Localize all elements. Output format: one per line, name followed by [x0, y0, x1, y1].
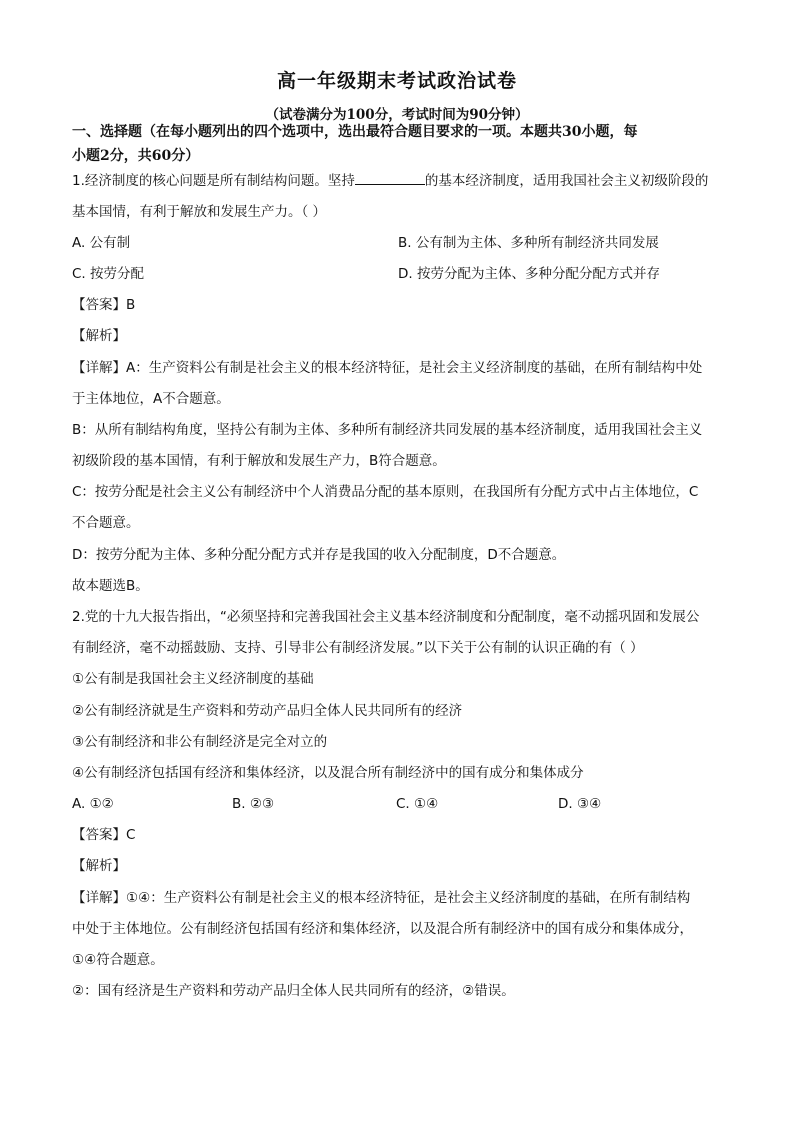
- q2-option-d: D. ③④: [558, 796, 602, 812]
- q2-item-3: ③公有制经济和非公有制经济是完全对立的: [72, 734, 328, 750]
- q1-analysis-heading: 【解析】: [72, 328, 126, 344]
- q1-answer: 【答案】B: [72, 297, 136, 313]
- q1-blank: [355, 172, 425, 185]
- q2-answer: 【答案】C: [72, 827, 136, 843]
- q2-item-1: ①公有制是我国社会主义经济制度的基础: [72, 671, 314, 687]
- q1-option-b: B. 公有制为主体、多种所有制经济共同发展: [398, 235, 659, 251]
- page-subtitle: （试卷满分为100分，考试时间为90分钟）: [265, 107, 529, 123]
- section-heading-line-1: 一、选择题（在每小题列出的四个选项中，选出最符合题目要求的一项。本题共30小题，每: [72, 124, 638, 140]
- q1-conclusion: 故本题选B。: [72, 578, 149, 594]
- q1-detail-3: B：从所有制结构角度，坚持公有制为主体、多种所有制经济共同发展的基本经济制度，适用我国社会主义: [72, 422, 703, 438]
- page-title: 高一年级期末考试政治试卷: [276, 70, 517, 92]
- q1-option-a: A. 公有制: [72, 235, 131, 251]
- q2-option-b: B. ②③: [232, 796, 275, 812]
- q2-stem-line-2: 有制经济，毫不动摇鼓励、支持、引导非公有制经济发展。”以下关于公有制的认识正确的有（ ）: [72, 640, 644, 656]
- q2-stem-line-1: 2.党的十九大报告指出，“必须坚持和完善我国社会主义基本经济制度和分配制度，毫不动摇巩固和发展公: [72, 609, 700, 625]
- q1-stem-line-1: [72, 172, 732, 190]
- q1-stem-part-b: 的基本经济制度，适用我国社会主义初级阶段的: [424, 173, 709, 189]
- q2-option-a: A. ①②: [72, 796, 114, 812]
- q1-option-d: D. 按劳分配为主体、多种分配分配方式并存: [398, 266, 660, 282]
- q2-item-2: ②公有制经济就是生产资料和劳动产品归全体人民共同所有的经济: [72, 703, 463, 719]
- q1-option-c: C. 按劳分配: [72, 266, 145, 282]
- q1-detail-5: C：按劳分配是社会主义公有制经济中个人消费品分配的基本原则，在我国所有分配方式中占主体地位，C: [72, 484, 699, 500]
- q1-stem-line-2: 基本国情，有利于解放和发展生产力。（ ）: [72, 204, 327, 220]
- q1-detail-1: 【详解】A：生产资料公有制是社会主义的根本经济特征，是社会主义经济制度的基础，在所有制结构中处: [72, 360, 703, 376]
- q1-stem-part-a: 1.经济制度的核心问题是所有制结构问题。坚持: [72, 173, 355, 189]
- q1-detail-7: D：按劳分配为主体、多种分配分配方式并存是我国的收入分配制度，D不合题意。: [72, 547, 566, 563]
- section-heading: [72, 120, 724, 168]
- q2-item-4: ④公有制经济包括国有经济和集体经济，以及混合所有制经济中的国有成分和集体成分: [72, 765, 584, 781]
- section-heading-line-2: 小题2分，共60分）: [72, 148, 200, 164]
- q2-detail-4: ②：国有经济是生产资料和劳动产品归全体人民共同所有的经济，②错误。: [72, 983, 515, 999]
- q1-detail-6: 不合题意。: [72, 515, 140, 531]
- q2-option-c: C. ①④: [396, 796, 439, 812]
- q2-detail-1: 【详解】①④：生产资料公有制是社会主义的根本经济特征，是社会主义经济制度的基础，在所有制结构: [72, 890, 691, 906]
- q1-detail-2: 于主体地位，A不合题意。: [72, 391, 230, 407]
- q2-detail-2: 中处于主体地位。公有制经济包括国有经济和集体经济，以及混合所有制经济中的国有成分和集体成分，: [72, 921, 693, 937]
- q2-detail-3: ①④符合题意。: [72, 952, 164, 968]
- q2-analysis-heading: 【解析】: [72, 858, 126, 874]
- q1-detail-4: 初级阶段的基本国情，有利于解放和发展生产力，B符合题意。: [72, 453, 446, 469]
